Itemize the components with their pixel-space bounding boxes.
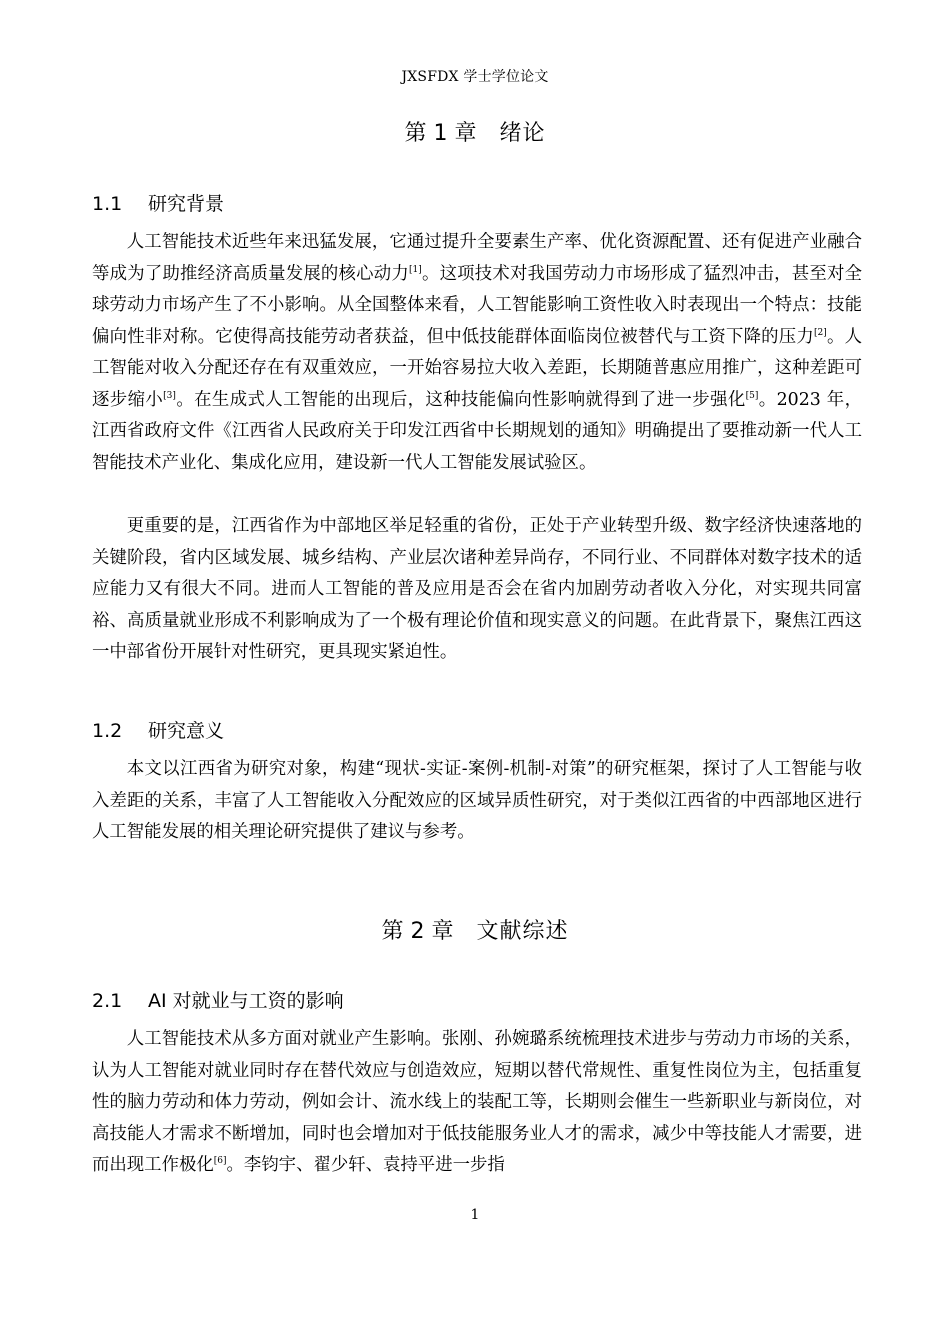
paragraph-ai-employment-wages — [92, 1024, 862, 1182]
section-2-1-title: AI 对就业与工资的影响 — [148, 990, 344, 1012]
page-number: 1 — [470, 1207, 480, 1223]
section-1-2-title: 研究意义 — [148, 720, 225, 742]
text-run: 。这项技术对我国劳动力市场形成了猛烈冲击，甚至对全球劳动力市场产生了不小影响。从全国整体来看，人工智能影响工资性收入时表现出一个特点：技能偏向性非对称。它使得高技能劳动者获益，但中低技能群体面临岗位被替代与工资下降的压力 — [92, 263, 862, 347]
section-1-1-heading — [92, 189, 224, 216]
paragraph-research-significance: 本文以江西省为研究对象，构建“现状-实证-案例-机制-对策”的研究框架，探讨了人工智能与收入差距的关系，丰富了人工智能收入分配效应的区域异质性研究，对于类似江西省的中西部地区进行人工智能发展的相关理论研究提供了建议与参考。 — [92, 759, 862, 842]
citation-6: [6] — [213, 1156, 227, 1166]
chapter-2-title — [0, 914, 950, 945]
chapter-1-suffix: 章 — [454, 121, 478, 146]
text-run: 。人工智能对收入分配还存在有双重效应，一开始容易拉大收入差距，长期随普惠应用推广，这种差距可逐步缩小 — [92, 326, 862, 410]
section-1-2-number: 1.2 — [92, 720, 123, 742]
citation-3: [3] — [163, 390, 176, 401]
text-run: 人工智能技术近些年来迅猛发展，它通过提升全要素生产率、优化资源配置、还有促进产业融合等成为了助推经济高质量发展的核心动力 — [92, 232, 862, 284]
chapter-1-name: 绪论 — [499, 121, 546, 146]
citation-2: [2] — [814, 327, 827, 338]
section-2-1-number: 2.1 — [92, 990, 123, 1012]
chapter-1-prefix: 第 — [404, 121, 428, 146]
running-header: JXSFDX 学士学位论文 — [401, 69, 549, 85]
section-1-1-title: 研究背景 — [148, 193, 225, 215]
text-run: 人工智能技术从多方面对就业产生影响。张刚、孙婉璐系统梳理技术进步与劳动力市场的关系，认为人工智能对就业同时存在替代效应与创造效应，短期以替代常规性、重复性岗位为主，包括重复性的脑力劳动和体力劳动，例如会计、流水线上的装配工等，长期则会催生一些新职业与新岗位，对高技能人才需求不断增加，同时也会增加对于低技能服务业人才的需求，减少中等技能人才需要，进而出现工作极化 — [92, 1029, 862, 1175]
citation-5: [5] — [745, 390, 759, 401]
chapter-2-prefix: 第 — [381, 919, 405, 944]
chapter-2-number: 2 — [410, 919, 426, 944]
citation-1: [1] — [408, 264, 422, 275]
text-run: 。2023 年，江西省政府文件《江西省人民政府关于印发江西省中长期规划的通知》明确提出了要推动新一代人工智能技术产业化、集成化应用，建设新一代人工智能发展试验区。 — [92, 389, 862, 473]
paragraph-research-background-1 — [92, 227, 862, 479]
text-run: 。李钧宇、翟少轩、袁持平进一步指 — [226, 1155, 505, 1175]
section-1-1-number: 1.1 — [92, 193, 123, 215]
paragraph-research-background-2: 更重要的是，江西省作为中部地区举足轻重的省份，正处于产业转型升级、数字经济快速落地的关键阶段，省内区域发展、城乡结构、产业层次诸种差异尚存，不同行业、不同群体对数字技术的适应能力又有很大不同。进而人工智能的普及应用是否会在省内加剧劳动者收入分化，对实现共同富裕、高质量就业形成不利影响成为了一个极有理论价值和现实意义的问题。在此背景下，聚焦江西这一中部省份开展针对性研究，更具现实紧迫性。 — [92, 516, 862, 662]
section-1-2-heading — [92, 716, 224, 743]
section-2-1-heading — [92, 986, 344, 1013]
chapter-1-number: 1 — [433, 121, 449, 146]
chapter-2-suffix: 章 — [431, 919, 455, 944]
chapter-2-name: 文献综述 — [476, 919, 569, 944]
text-run: 。在生成式人工智能的出现后，这种技能偏向性影响就得到了进一步强化 — [175, 389, 746, 410]
chapter-1-title — [0, 116, 950, 147]
